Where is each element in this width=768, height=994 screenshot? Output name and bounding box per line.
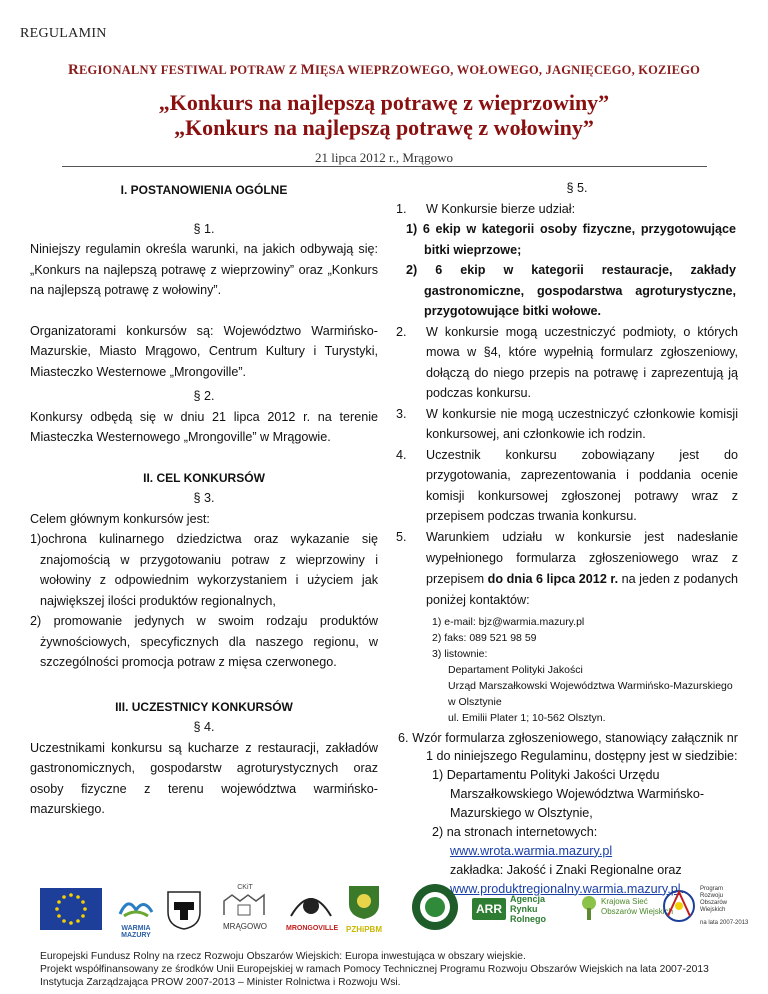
rule-item-4: 4. Uczestnik konkursu zobowiązany jest do przygotowania, zaprezentowania i poddania ocenie komisji konkursowej zgłoszonej potrawy wraz z przepisem podczas trwania konkursu. [396,447,738,523]
section-heading-general: I. POSTANOWIENIA OGÓLNE [120,183,288,197]
goal-item-2: 2) promowanie jedynych w swoim rodzaju produktów żywnościowych, specyficznych dla naszego regionu, w szczególności promocja potraw z mięsa czerwonego. [30,614,378,669]
festival-name: REGIONALNY FESTIWAL POTRAW Z MIĘSA WIEPRZOWEGO, WOŁOWEGO, JAGNIĘCEGO, KOZIEGO [67,62,701,78]
arr-logo: ARR Agencja Rynku Rolnego [472,894,546,924]
paragraph-number-1: § 1. [193,221,215,236]
rule-item-2: 2. W konkursie mogą uczestniczyć podmioty, o których mowa w §4, które wypełnią formularz zgłoszeniowy, dołączą do niego przepis na potrawę i zaprezentują ją podczas konkursu. [396,324,738,400]
form-location-office: 1) Departamentu Polityki Jakości Urzędu Marszałkowskiego Województwa Warmińsko-Mazurskiego w Olsztynie, [432,767,705,820]
contact-list [396,614,738,726]
pzhipbm-logo: PZHiPBM [344,884,384,934]
sponsor-logos [0,880,768,942]
link-wrota[interactable]: www.wrota.warmia.mazury.pl [450,843,613,858]
paragraph-number-4: § 4. [193,720,215,734]
paragraph-3-intro: Celem głównym konkursów jest: [30,511,210,526]
form-location-web: 2) na stronach internetowych: [432,824,598,839]
header-divider [62,166,707,167]
paragraph-number-5: § 5. [566,181,588,195]
section-heading-goal: II. CEL KONKURSÓW [143,470,265,485]
goal-item-1: 1)ochrona kulinarnego dziedzictwa oraz wykazanie się znajomością w przygotowaniu potraw z wieprzowiny i wołowiny z odpowiednim wykorzystaniem i użyciem jak największej ilości produktów regionalnych, [30,532,378,608]
title-pork-contest: „Konkurs na najlepszą potrawę z wieprzowiny” [158,90,610,115]
form-locations: 1) Departamentu Polityki Jakości Urzędu Marszałkowskiego Województwa Warmińsko-Mazurskiego w Olsztynie, 2) na stronach internetowych: www.wrota.warmia.mazury.pl zakładka: Jakość i Znaki Regionalne oraz www.produktregionalny.warmia.mazury.pl. [396,766,738,899]
right-column [396,178,738,899]
event-date: 21 lipca 2012 r., Mrągowo [315,150,453,165]
rule-item-1: 1. W Konkursie bierze udział: [396,201,576,216]
regional-product-seal-icon [410,882,460,932]
footer-funding-note [40,950,740,989]
team-category-2: 2) 6 ekip w kategorii restauracje, zakłady gastronomiczne, gospodarstwa agroturystyczne, przygotowujące bitki wołowe. [406,263,736,318]
tab-text: zakładka: Jakość i Znaki Regionalne oraz [450,862,682,877]
title-beef-contest: „Konkurs na najlepszą potrawę z wołowiny” [174,115,594,140]
contact-fax: 2) faks: 089 521 98 59 [432,631,537,644]
paragraph-4-text: Uczestnikami konkursu są kucharze z restauracji, zakładów gastronomicznych, gospodarstw agroturystycznych oraz osoby fizyczne z terenu województwa warmińsko-mazurskiego. [30,740,378,816]
contact-address: ul. Emilii Plater 1; 10-562 Olsztyn. [448,711,606,724]
left-column [30,178,378,820]
footer-line-2: Projekt współfinansowany ze środków Unii Europejskiej w ramach Pomocy Technicznej Programu Rozwoju Obszarów Wiejskich na lata 2007-2013 [40,964,709,975]
rule-item-6: 6. Wzór formularza zgłoszeniowego, stanowiący załącznik nr 1 do niniejszego Regulaminu, dostępny jest w siedzibie: [398,730,738,763]
contact-office: Urząd Marszałkowski Województwa Warmińsko-Mazurskiego w Olsztynie [448,679,733,708]
coat-of-arms-icon [166,890,202,930]
paragraph-2-text: Konkursy odbędą się w dniu 21 lipca 2012 r. na terenie Miasteczka Westernowego „Mrongoville” w Mrągowie. [30,409,378,444]
eu-flag-icon [40,888,102,932]
link-produktregionalny[interactable]: www.produktregionalny.warmia.mazury.pl [450,881,681,896]
warmia-mazury-logo: WARMIA MAZURY [112,894,160,939]
deadline-date: do dnia 6 lipca 2012 r. [487,571,619,586]
ksow-logo: Krajowa Sieć Obszarów Wiejskich [580,894,673,920]
footer-line-1: Europejski Fundusz Rolny na rzecz Rozwoju Obszarów Wiejskich: Europa inwestująca w obszary wiejskie. [40,951,526,962]
mragowo-logo: CKiT MRĄGOWO [223,884,267,931]
paragraph-1-text: Niniejszy regulamin określa warunki, na jakich odbywają się: „Konkurs na najlepszą potrawę z wieprzowiny” oraz „Konkurs na najlepszą potrawę z wołowiny”. [30,242,378,297]
document-type-label: REGULAMIN [20,26,107,41]
footer-line-3: Instytucja Zarządzająca PROW 2007-2013 – Minister Rolnictwa i Rozwoju Wsi. [40,977,401,988]
contact-email: 1) e-mail: bjz@warmia.mazury.pl [432,615,585,628]
paragraph-number-2: § 2. [193,389,215,403]
team-category-1: 1) 6 ekip w kategorii osoby fizyczne, przygotowujące bitki wieprzowe; [406,222,736,257]
prow-logo: Program Rozwoju Obszarów Wiejskich na lata 2007-2013 [660,886,748,930]
western-city-logo: MRONGOVILLE [286,886,336,932]
contact-mail: 3) listownie: [432,647,488,660]
rule-item-5: 5. Warunkiem udziału w konkursie jest nadesłanie wypełnionego formularza zgłoszeniowego wraz z przepisem do dnia 6 lipca 2012 r. na jeden z podanych poniżej kontaktów: [396,529,738,607]
contact-department: Departament Polityki Jakości [448,663,583,676]
section-heading-participants: III. UCZESTNICY KONKURSÓW [115,699,293,714]
paragraph-number-3: § 3. [193,491,215,505]
rule-item-3: 3. W konkursie nie mogą uczestniczyć członkowie komisji konkursowej, ani członkowie ich rodzin. [396,406,738,441]
organizers-text: Organizatorami konkursów są: Województwo Warmińsko-Mazurskie, Miasto Mrągowo, Centrum Kultury i Turystyki, Miasteczko Westernowe „Mrongoville”. [30,323,378,379]
